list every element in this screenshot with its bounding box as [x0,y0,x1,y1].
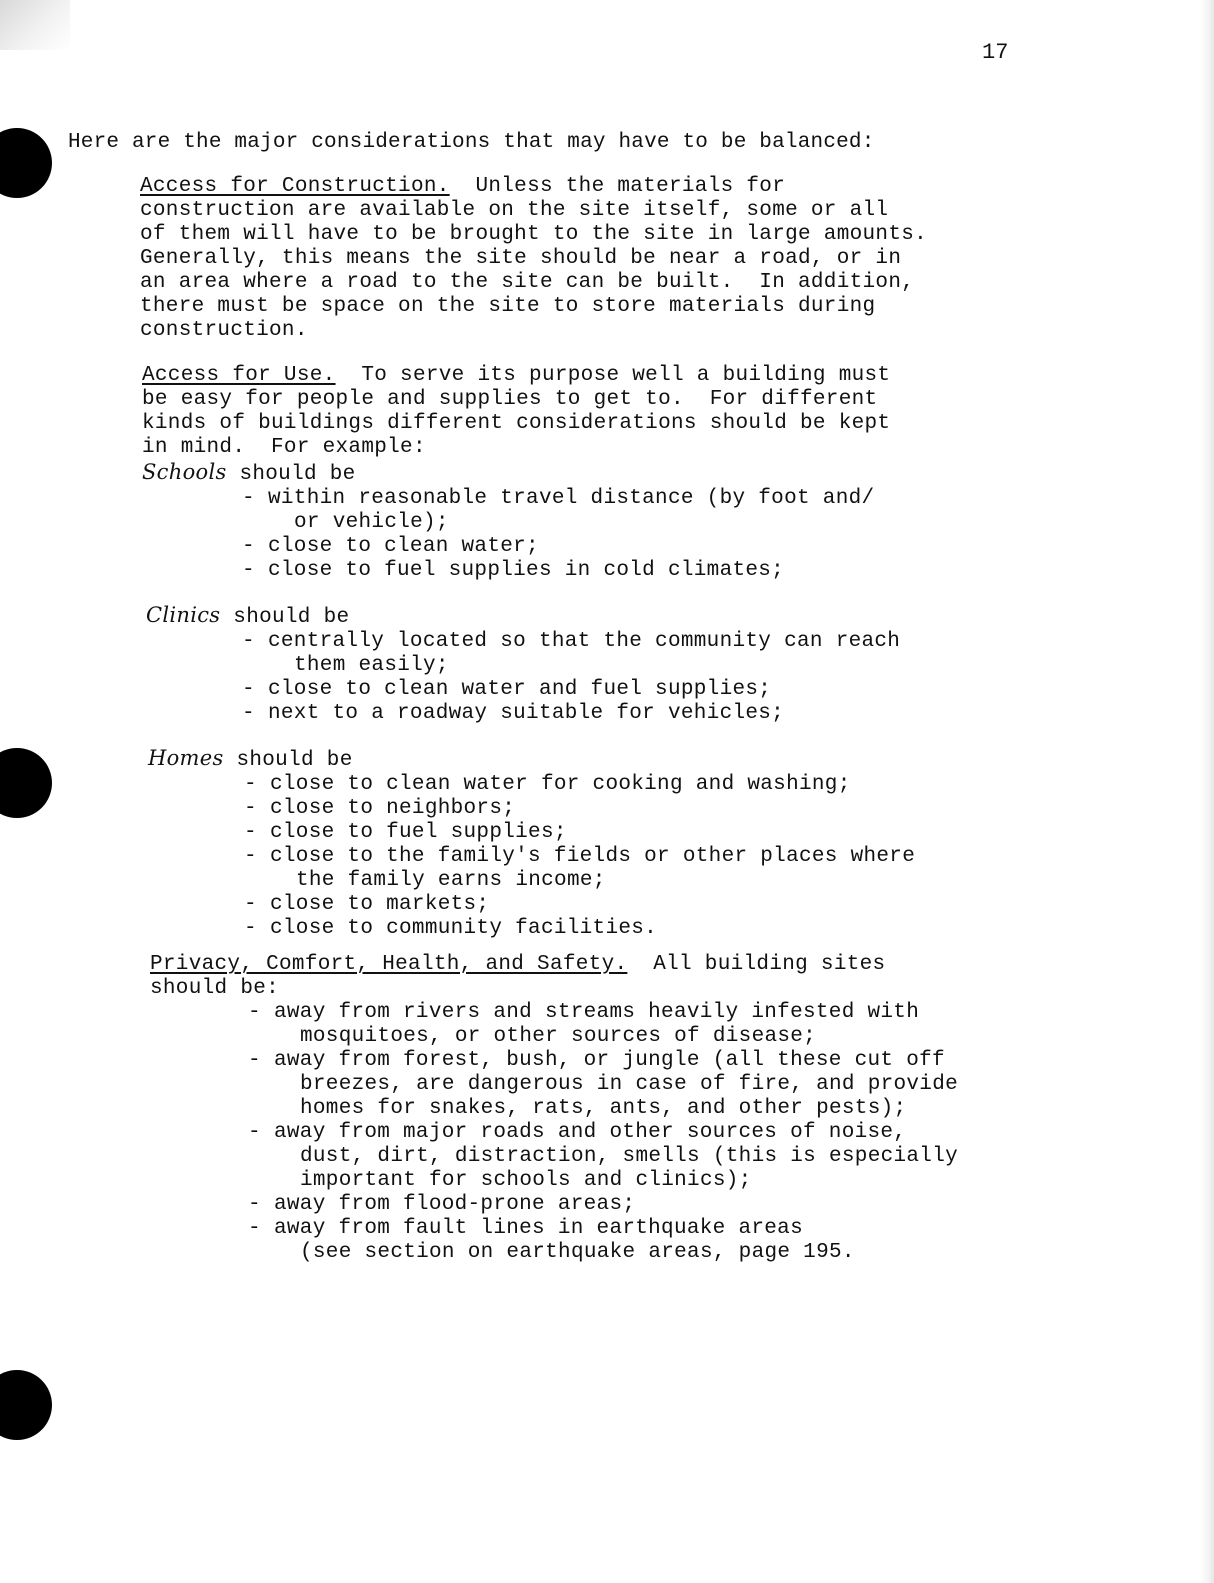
list-item: - close to markets; [244,893,490,916]
list-item-continuation: breezes, are dangerous in case of fire, and provide [300,1073,959,1096]
construction-heading: Access for Construction. [140,175,450,198]
schools-list [242,487,1022,583]
section-construction [140,175,1020,343]
privacy-list [248,1001,1030,1265]
list-item: - centrally located so that the community can reach [242,630,901,653]
list-item: - away from fault lines in earthquake areas [248,1217,803,1240]
construction-line: of them will have to be brought to the site in large amounts. [140,223,928,246]
privacy-heading: Privacy, Comfort, Health, and Safety. [150,953,628,976]
use-line: in mind. For example: [142,436,426,459]
clinics-label: Clinics [146,603,221,627]
list-item: - within reasonable travel distance (by foot and/ [242,487,875,510]
section-privacy [150,953,1030,1265]
homes-label: Homes [148,746,224,770]
construction-first-line: Access for Construction. Unless the materials for [140,175,786,198]
list-item: - close to neighbors; [244,797,516,820]
list-item: - close to clean water; [242,535,539,558]
use-heading: Access for Use. [142,364,336,387]
list-item-continuation: (see section on earthquake areas, page 195. [300,1241,855,1264]
homes-list [244,773,1028,941]
list-item: - close to the family's fields or other places where [244,845,916,868]
construction-line: construction. [140,319,308,342]
schools-heading: Schools should be [142,460,356,486]
list-item: - close to clean water and fuel supplies; [242,678,772,701]
punch-hole-middle [0,748,52,818]
section-use [142,364,1022,583]
list-item: - close to community facilities. [244,917,658,940]
list-item: - away from major roads and other sources of noise, [248,1121,907,1144]
list-item-continuation: dust, dirt, distraction, smells (this is especially [300,1145,959,1168]
section-clinics [146,603,1026,726]
list-item: - away from flood-prone areas; [248,1193,636,1216]
list-item: - next to a roadway suitable for vehicles; [242,702,785,725]
construction-line: an area where a road to the site can be built. In addition, [140,271,915,294]
list-item-continuation: homes for snakes, rats, ants, and other pests); [300,1097,907,1120]
punch-hole-bottom [0,1370,52,1440]
list-item-continuation: or vehicle); [294,511,449,534]
list-item: - close to clean water for cooking and washing; [244,773,851,796]
clinics-heading: Clinics should be [146,603,350,629]
list-item-continuation: them easily; [294,654,449,677]
schools-label: Schools [142,460,227,484]
construction-line: there must be space on the site to store materials during [140,295,876,318]
punch-hole-top [0,128,52,198]
page-number: 17 [982,40,1009,65]
section-homes [148,746,1028,941]
use-line: kinds of buildings different considerations should be kept [142,412,891,435]
construction-line: Generally, this means the site should be near a road, or in [140,247,902,270]
page-edge-shadow [1200,0,1214,1583]
list-item-continuation: the family earns income; [296,869,606,892]
privacy-first-line: Privacy, Comfort, Health, and Safety. All building sites [150,953,886,976]
list-item: - close to fuel supplies; [244,821,567,844]
construction-line: construction are available on the site itself, some or all [140,199,889,222]
intro-sentence: Here are the major considerations that may have to be balanced: [68,131,875,154]
list-item-continuation: mosquitoes, or other sources of disease; [300,1025,817,1048]
use-line: be easy for people and supplies to get to. For different [142,388,878,411]
clinics-list [242,630,1026,726]
list-item: - away from rivers and streams heavily infested with [248,1001,920,1024]
list-item-continuation: important for schools and clinics); [300,1169,752,1192]
scan-smudge [0,0,70,50]
use-first-line: Access for Use. To serve its purpose well a building must [142,364,891,387]
homes-heading: Homes should be [148,746,353,772]
list-item: - away from forest, bush, or jungle (all these cut off [248,1049,945,1072]
list-item: - close to fuel supplies in cold climates; [242,559,785,582]
privacy-line: should be: [150,977,280,1000]
